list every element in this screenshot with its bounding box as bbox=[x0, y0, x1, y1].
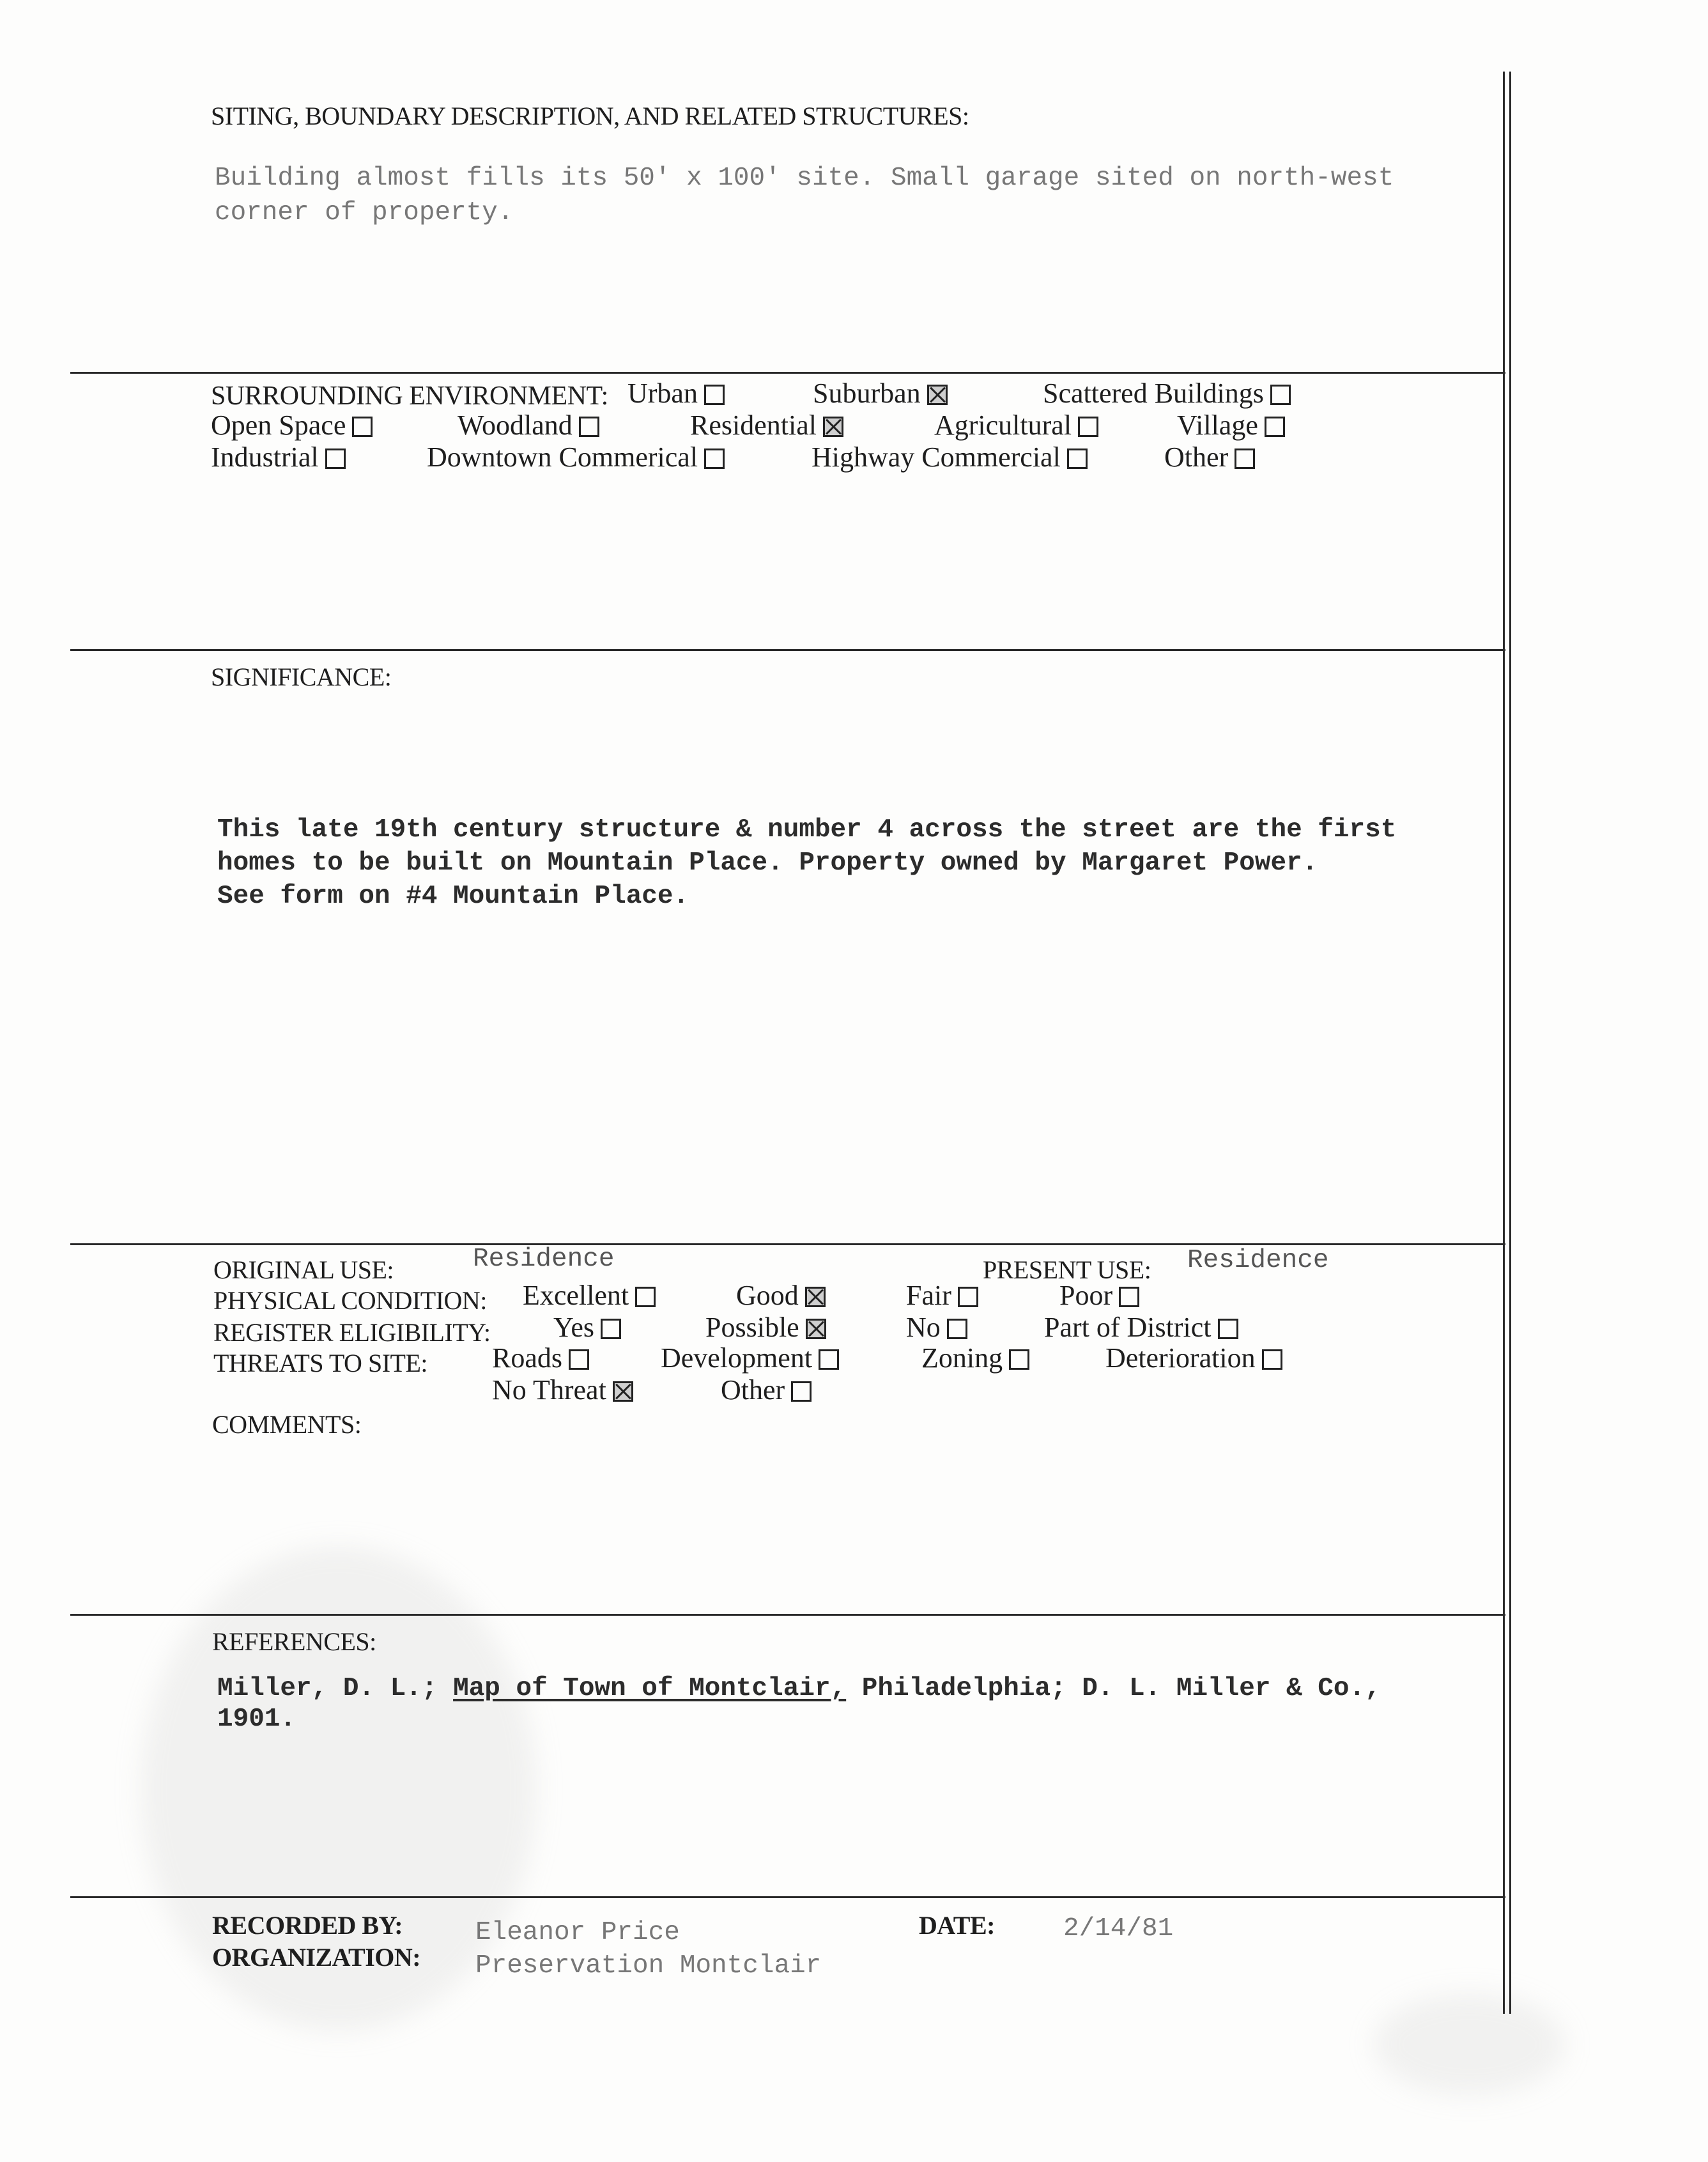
significance-text-line-3: See form on #4 Mountain Place. bbox=[217, 882, 689, 911]
recorded-by-value: Eleanor Price bbox=[475, 1918, 680, 1947]
references-label: REFERENCES: bbox=[212, 1627, 376, 1656]
env-option-highway-commercial[interactable]: Highway Commercial bbox=[812, 441, 1088, 473]
recorded-by-label: RECORDED BY: bbox=[212, 1911, 403, 1940]
physical-condition-label: PHYSICAL CONDITION: bbox=[213, 1286, 487, 1315]
date-value: 2/14/81 bbox=[1063, 1914, 1174, 1943]
env-option-woodland[interactable]: Woodland bbox=[458, 409, 599, 441]
env-option-urban[interactable]: Urban bbox=[627, 377, 725, 410]
checkbox[interactable] bbox=[1270, 385, 1291, 405]
section-divider bbox=[70, 1243, 1505, 1245]
significance-heading: SIGNIFICANCE: bbox=[211, 663, 392, 691]
section-divider bbox=[70, 1896, 1505, 1898]
checkbox-checked[interactable] bbox=[613, 1381, 633, 1402]
checkbox[interactable] bbox=[601, 1319, 621, 1339]
env-option-downtown-commercial[interactable]: Downtown Commerical bbox=[427, 441, 725, 473]
checkbox[interactable] bbox=[352, 417, 373, 437]
checkbox[interactable] bbox=[1009, 1349, 1029, 1370]
checkbox[interactable] bbox=[704, 448, 725, 469]
eligibility-option-no[interactable]: No bbox=[906, 1311, 967, 1344]
checkbox[interactable] bbox=[1067, 448, 1088, 469]
env-option-industrial[interactable]: Industrial bbox=[211, 441, 346, 473]
siting-text-line-2: corner of property. bbox=[215, 198, 514, 227]
checkbox[interactable] bbox=[1119, 1287, 1139, 1307]
env-option-village[interactable]: Village bbox=[1177, 409, 1285, 441]
organization-value: Preservation Montclair bbox=[475, 1951, 822, 1981]
checkbox-checked[interactable] bbox=[805, 1287, 826, 1307]
siting-heading: SITING, BOUNDARY DESCRIPTION, AND RELATED STRUCTURES: bbox=[211, 102, 969, 130]
env-option-agricultural[interactable]: Agricultural bbox=[934, 409, 1098, 441]
threat-option-other[interactable]: Other bbox=[721, 1374, 812, 1406]
threat-option-zoning[interactable]: Zoning bbox=[921, 1342, 1029, 1374]
checkbox[interactable] bbox=[958, 1287, 978, 1307]
checkbox[interactable] bbox=[1265, 417, 1285, 437]
reference-line-1: Miller, D. L.; Map of Town of Montclair, Philadelphia; D. L. Miller & Co., bbox=[217, 1674, 1381, 1703]
original-use-value: Residence bbox=[473, 1245, 615, 1274]
siting-text-line-1: Building almost fills its 50' x 100' site. Small garage sited on north-west bbox=[215, 164, 1394, 193]
checkbox-checked[interactable] bbox=[927, 385, 948, 405]
present-use-label: PRESENT USE: bbox=[983, 1255, 1151, 1284]
reference-title: Map of Town of Montclair, bbox=[453, 1674, 847, 1703]
comments-label: COMMENTS: bbox=[212, 1410, 362, 1439]
threats-label: THREATS TO SITE: bbox=[213, 1349, 427, 1377]
checkbox[interactable] bbox=[635, 1287, 656, 1307]
checkbox[interactable] bbox=[569, 1349, 589, 1370]
significance-text-line-2: homes to be built on Mountain Place. Property owned by Margaret Power. bbox=[217, 848, 1318, 878]
condition-option-fair[interactable]: Fair bbox=[906, 1279, 978, 1312]
original-use-label: ORIGINAL USE: bbox=[213, 1255, 394, 1284]
threat-option-roads[interactable]: Roads bbox=[492, 1342, 589, 1374]
threat-option-no-threat[interactable]: No Threat bbox=[492, 1374, 633, 1406]
register-eligibility-label: REGISTER ELIGIBILITY: bbox=[213, 1318, 491, 1347]
env-option-open-space[interactable]: Open Space bbox=[211, 409, 373, 441]
checkbox[interactable] bbox=[1078, 417, 1098, 437]
checkbox[interactable] bbox=[1262, 1349, 1282, 1370]
significance-text-line-1: This late 19th century structure & number 4 across the street are the first bbox=[217, 815, 1397, 845]
eligibility-option-part-of-district[interactable]: Part of District bbox=[1044, 1311, 1238, 1344]
checkbox[interactable] bbox=[947, 1319, 967, 1339]
right-border-line bbox=[1503, 72, 1505, 2014]
threat-option-development[interactable]: Development bbox=[661, 1342, 839, 1374]
date-label: DATE: bbox=[919, 1911, 995, 1940]
present-use-value: Residence bbox=[1187, 1246, 1329, 1275]
environment-heading: SURROUNDING ENVIRONMENT: bbox=[211, 381, 608, 411]
env-option-suburban[interactable]: Suburban bbox=[813, 377, 948, 410]
env-option-residential[interactable]: Residential bbox=[690, 409, 843, 441]
env-option-other[interactable]: Other bbox=[1164, 441, 1255, 473]
condition-option-poor[interactable]: Poor bbox=[1059, 1279, 1139, 1312]
checkbox[interactable] bbox=[704, 385, 725, 405]
eligibility-option-yes[interactable]: Yes bbox=[553, 1311, 621, 1344]
checkbox[interactable] bbox=[579, 417, 599, 437]
condition-option-excellent[interactable]: Excellent bbox=[523, 1279, 656, 1312]
env-option-scattered-buildings[interactable]: Scattered Buildings bbox=[1043, 377, 1291, 410]
reference-line-2: 1901. bbox=[217, 1705, 296, 1734]
right-border-line-inner bbox=[1509, 72, 1511, 2014]
checkbox[interactable] bbox=[819, 1349, 839, 1370]
checkbox[interactable] bbox=[1218, 1319, 1238, 1339]
section-divider bbox=[70, 1614, 1505, 1616]
threat-option-deterioration[interactable]: Deterioration bbox=[1105, 1342, 1282, 1374]
section-divider bbox=[70, 649, 1505, 651]
checkbox-checked[interactable] bbox=[806, 1319, 826, 1339]
organization-label: ORGANIZATION: bbox=[212, 1943, 421, 1972]
scan-smudge bbox=[1374, 1993, 1566, 2096]
eligibility-option-possible[interactable]: Possible bbox=[705, 1311, 826, 1344]
checkbox-checked[interactable] bbox=[823, 417, 843, 437]
section-divider bbox=[70, 372, 1505, 374]
checkbox[interactable] bbox=[791, 1381, 812, 1402]
checkbox[interactable] bbox=[325, 448, 346, 469]
checkbox[interactable] bbox=[1235, 448, 1255, 469]
condition-option-good[interactable]: Good bbox=[736, 1279, 826, 1312]
